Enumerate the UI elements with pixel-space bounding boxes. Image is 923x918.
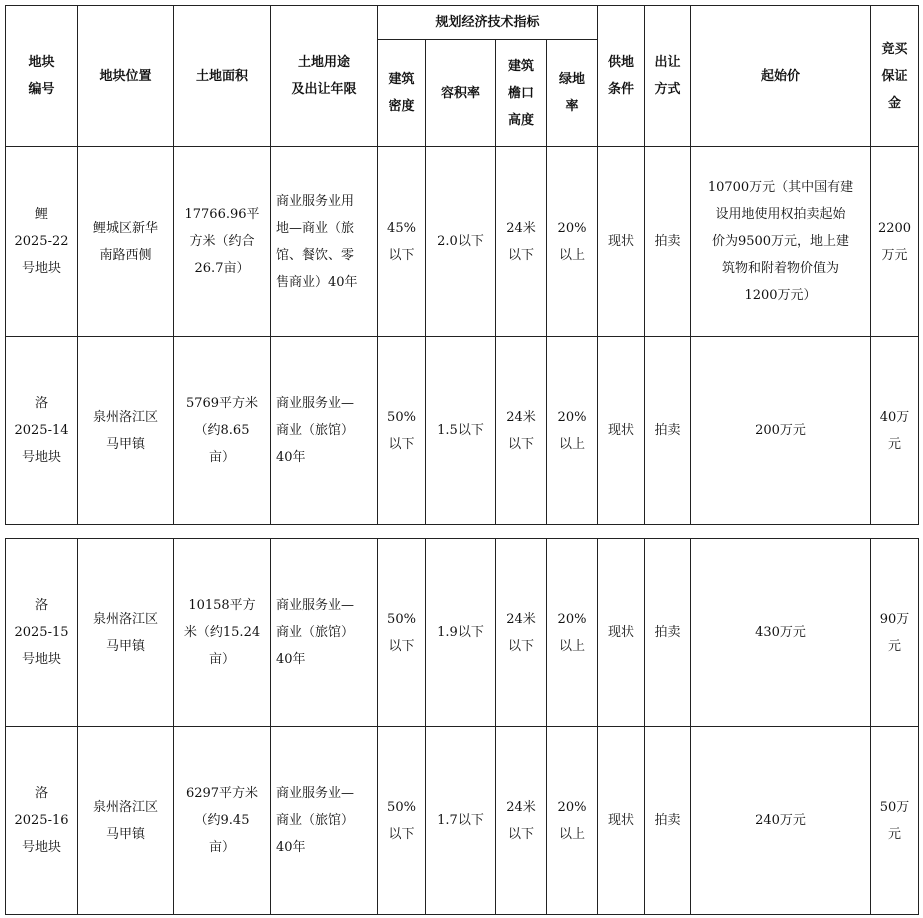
cell-deposit: 90万 元: [871, 539, 919, 727]
cell-location: 鲤城区新华 南路西侧: [78, 147, 174, 337]
cell-green: 20% 以上: [547, 539, 598, 727]
table-row: [6, 727, 919, 915]
header-green: 绿地 率: [547, 40, 598, 147]
header-density: 建筑 密度: [378, 40, 426, 147]
cell-use-term: 商业服务业— 商业（旅馆） 40年: [271, 727, 378, 915]
cell-deposit: 40万 元: [871, 337, 919, 525]
cell-start-price: 200万元: [691, 337, 871, 525]
cell-method: 拍卖: [645, 147, 691, 337]
cell-use-term: 商业服务业— 商业（旅馆） 40年: [271, 337, 378, 525]
cell-location: 泉州洛江区 马甲镇: [78, 539, 174, 727]
cell-density: 50% 以下: [378, 539, 426, 727]
cell-height: 24米 以下: [496, 147, 547, 337]
cell-area: 17766.96平 方米（约合 26.7亩）: [174, 147, 271, 337]
cell-plot-no: 洛 2025-16 号地块: [6, 727, 78, 915]
header-deposit: 竞买 保证 金: [871, 6, 919, 147]
cell-plot-no: 鲤 2025-22 号地块: [6, 147, 78, 337]
cell-height: 24米 以下: [496, 539, 547, 727]
cell-far: 1.7以下: [426, 727, 496, 915]
cell-area: 10158平方 米（约15.24 亩）: [174, 539, 271, 727]
header-supply: 供地 条件: [598, 6, 645, 147]
header-method: 出让 方式: [645, 6, 691, 147]
cell-use-term: 商业服务业用 地—商业（旅 馆、餐饮、零 售商业）40年: [271, 147, 378, 337]
cell-area: 6297平方米 （约9.45 亩）: [174, 727, 271, 915]
header-use-term: 土地用途 及出让年限: [271, 6, 378, 147]
cell-supply: 现状: [598, 337, 645, 525]
cell-plot-no: 洛 2025-14 号地块: [6, 337, 78, 525]
table-row: [6, 539, 919, 727]
header-area: 土地面积: [174, 6, 271, 147]
cell-height: 24米 以下: [496, 337, 547, 525]
cell-location: 泉州洛江区 马甲镇: [78, 727, 174, 915]
cell-deposit: 2200 万元: [871, 147, 919, 337]
cell-supply: 现状: [598, 147, 645, 337]
cell-plot-no: 洛 2025-15 号地块: [6, 539, 78, 727]
cell-supply: 现状: [598, 727, 645, 915]
cell-density: 45% 以下: [378, 147, 426, 337]
cell-method: 拍卖: [645, 727, 691, 915]
cell-green: 20% 以上: [547, 337, 598, 525]
cell-green: 20% 以上: [547, 147, 598, 337]
cell-density: 50% 以下: [378, 337, 426, 525]
header-start-price: 起始价: [691, 6, 871, 147]
cell-far: 1.5以下: [426, 337, 496, 525]
cell-start-price: 10700万元（其中国有建 设用地使用权拍卖起始 价为9500万元，地上建 筑物和附着物价值为 1200万元）: [691, 147, 871, 337]
land-table-page-2: [5, 538, 919, 915]
header-height: 建筑 檐口 高度: [496, 40, 547, 147]
cell-start-price: 430万元: [691, 539, 871, 727]
cell-method: 拍卖: [645, 539, 691, 727]
cell-start-price: 240万元: [691, 727, 871, 915]
header-location: 地块位置: [78, 6, 174, 147]
cell-use-term: 商业服务业— 商业（旅馆） 40年: [271, 539, 378, 727]
land-table-page-1: [5, 5, 919, 525]
header-far: 容积率: [426, 40, 496, 147]
cell-deposit: 50万 元: [871, 727, 919, 915]
cell-supply: 现状: [598, 539, 645, 727]
cell-green: 20% 以上: [547, 727, 598, 915]
cell-far: 1.9以下: [426, 539, 496, 727]
cell-location: 泉州洛江区 马甲镇: [78, 337, 174, 525]
cell-height: 24米 以下: [496, 727, 547, 915]
cell-far: 2.0以下: [426, 147, 496, 337]
cell-area: 5769平方米 （约8.65 亩）: [174, 337, 271, 525]
cell-density: 50% 以下: [378, 727, 426, 915]
header-indicators-group: 规划经济技术指标: [378, 6, 598, 40]
cell-method: 拍卖: [645, 337, 691, 525]
table-row: [6, 337, 919, 525]
header-plot-no: 地块 编号: [6, 6, 78, 147]
table-row: [6, 147, 919, 337]
